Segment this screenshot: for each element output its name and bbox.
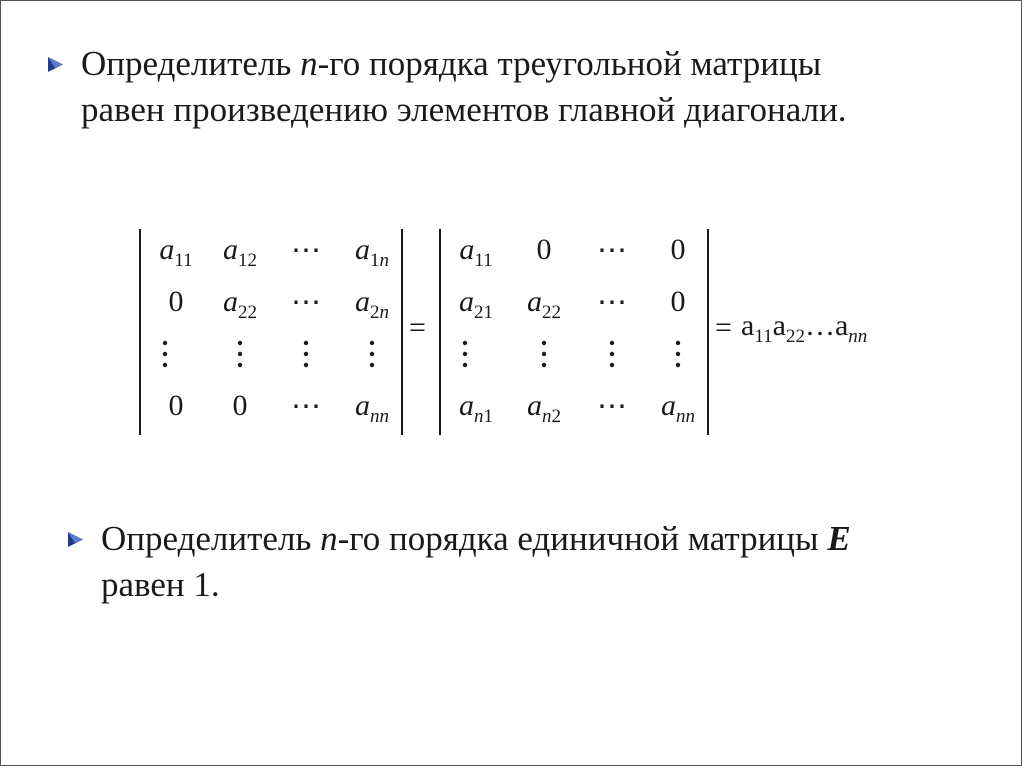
- triangle-bullet-icon: [47, 56, 64, 73]
- upper-matrix-dot: [304, 352, 308, 356]
- upper-matrix-cell-r1c3: ⋯: [291, 234, 321, 267]
- product-ellipsis: …: [804, 309, 835, 342]
- upper-matrix-entry-sub-variable: nn: [370, 406, 389, 427]
- lower-matrix-cell-r1c1: [443, 233, 509, 272]
- bullet-text-start: Определитель: [101, 519, 321, 558]
- lower-matrix-entry-base: a: [527, 285, 542, 318]
- lower-matrix-entry-sub-variable: n: [474, 406, 484, 427]
- product-term: [834, 309, 868, 347]
- lower-matrix-vertical-dots: [443, 337, 509, 373]
- lower-matrix-cell-r4c1: [443, 389, 509, 428]
- upper-matrix-dot: [238, 341, 242, 345]
- triangle-bullet-icon: [67, 531, 84, 548]
- product-term-subscript: [848, 326, 867, 347]
- lower-matrix-entry-subscript: [474, 250, 492, 271]
- lower-matrix-cell-r1c2: 0: [536, 233, 552, 266]
- upper-matrix-cell-r2c1: 0: [168, 285, 184, 318]
- lower-matrix-entry-sub-number: 1: [483, 406, 493, 427]
- lower-matrix-entry-base: a: [527, 389, 542, 422]
- lower-matrix-cell-r2c4: 0: [670, 285, 686, 318]
- lower-matrix-vertical-dots: [579, 337, 645, 373]
- lower-matrix-entry-subscript: [542, 302, 561, 323]
- lower-matrix-entry-sub-number: 2: [551, 406, 561, 427]
- lower-matrix-entry-sub-variable: nn: [676, 406, 695, 427]
- lower-matrix-entry-base: a: [661, 389, 676, 422]
- upper-matrix-entry-base: a: [223, 285, 238, 318]
- upper-matrix-cell-r4c3: ⋯: [291, 390, 321, 423]
- lower-matrix-dot: [610, 363, 614, 367]
- upper-matrix-cell-r4c1: 0: [168, 389, 184, 422]
- lower-matrix-dot: [542, 341, 546, 345]
- upper-matrix-entry-subscript: [174, 250, 192, 271]
- upper-matrix-entry-base: a: [355, 233, 370, 266]
- upper-matrix-entry-sub-number: 11: [174, 250, 193, 271]
- upper-matrix-cell-r1c2: [207, 233, 273, 272]
- upper-matrix-dot: [304, 341, 308, 345]
- lower-matrix-entry-sub-number: 22: [542, 302, 561, 323]
- lower-matrix-cell-r2c1: [443, 285, 509, 324]
- upper-matrix-dot: [163, 341, 167, 345]
- lower-matrix-dot: [463, 352, 467, 356]
- upper-matrix-vertical-dots: [339, 337, 405, 373]
- upper-matrix-entry-subscript: [370, 250, 389, 271]
- lower-matrix-cell-r1c3: ⋯: [597, 234, 627, 267]
- lower-matrix-cell-r4c4: [645, 389, 711, 428]
- lower-matrix-vertical-dots: [645, 337, 711, 373]
- bullet-text-start: Определитель: [81, 44, 301, 83]
- var-n: n: [320, 519, 338, 558]
- upper-matrix-dot: [304, 363, 308, 367]
- bullet-text-middle: -го порядка единичной матрицы: [337, 519, 828, 558]
- upper-matrix-cell-r4c4: [339, 389, 405, 428]
- upper-matrix-dot: [370, 341, 374, 345]
- var-E: E: [827, 519, 851, 558]
- upper-matrix-vertical-dots: [207, 337, 273, 373]
- upper-matrix-dot: [370, 363, 374, 367]
- product-term-sub-variable: nn: [848, 326, 868, 347]
- upper-matrix-cell-r2c4: [339, 285, 405, 324]
- determinant-formula: [137, 229, 927, 439]
- upper-matrix-dot: [163, 352, 167, 356]
- lower-matrix-entry-base: a: [459, 233, 475, 266]
- var-n: n: [300, 44, 318, 83]
- upper-matrix-dot: [163, 363, 167, 367]
- upper-matrix-entry-sub-number: 12: [238, 250, 257, 271]
- lower-matrix-dot: [610, 341, 614, 345]
- upper-matrix-entry-base: a: [355, 389, 370, 422]
- bullet-triangular: [81, 41, 981, 133]
- upper-matrix-entry-sub-number: 1: [370, 250, 380, 271]
- bullet-text-line2: равен 1.: [101, 565, 220, 604]
- upper-matrix-cell-r2c2: [207, 285, 273, 324]
- lower-matrix-cell-r2c2: [511, 285, 577, 324]
- lower-matrix-cell-r2c3: ⋯: [597, 286, 627, 319]
- upper-matrix-dot: [370, 352, 374, 356]
- lower-matrix-entry-sub-number: 21: [474, 302, 493, 323]
- determinant-upper-triangular: [139, 229, 403, 435]
- lower-matrix-entry-subscript: [542, 406, 561, 427]
- product-term-sub-number: 11: [754, 326, 773, 347]
- upper-matrix-entry-sub-number: 2: [370, 302, 380, 323]
- upper-matrix-entry-subscript: [370, 302, 389, 323]
- equals-sign: =: [409, 311, 426, 344]
- upper-matrix-entry-base: a: [159, 233, 175, 266]
- product-term-base: a: [741, 309, 755, 342]
- lower-matrix-entry-base: a: [459, 285, 474, 318]
- upper-matrix-entry-sub-variable: n: [379, 302, 389, 323]
- lower-matrix-entry-sub-number: 11: [474, 250, 493, 271]
- upper-matrix-entry-sub-number: 22: [238, 302, 257, 323]
- product-term-subscript: [754, 326, 772, 347]
- lower-matrix-cell-r4c2: [511, 389, 577, 428]
- bullet-text-line1-end: -го порядка треугольной матрицы: [317, 44, 822, 83]
- product-term: [741, 309, 773, 347]
- lower-matrix-dot: [676, 352, 680, 356]
- upper-matrix-entry-subscript: [370, 406, 389, 427]
- determinant-lower-triangular: [439, 229, 709, 435]
- product-term: [772, 309, 805, 347]
- product-term-sub-number: 22: [785, 326, 805, 347]
- lower-matrix-dot: [610, 352, 614, 356]
- upper-matrix-entry-subscript: [238, 302, 257, 323]
- upper-matrix-entry-subscript: [238, 250, 257, 271]
- bullet-text-line2: равен произведению элементов главной диагонали.: [81, 90, 847, 129]
- lower-matrix-cell-r4c3: ⋯: [597, 390, 627, 423]
- upper-matrix-vertical-dots: [143, 337, 209, 373]
- product-term-base: a: [834, 309, 849, 342]
- equals-sign: =: [715, 311, 732, 344]
- product-term-base: a: [772, 309, 786, 342]
- lower-matrix-dot: [676, 341, 680, 345]
- lower-matrix-dot: [542, 352, 546, 356]
- upper-matrix-vertical-dots: [273, 337, 339, 373]
- lower-matrix-entry-subscript: [676, 406, 695, 427]
- upper-matrix-cell-r1c4: [339, 233, 405, 272]
- lower-matrix-dot: [463, 363, 467, 367]
- lower-matrix-dot: [542, 363, 546, 367]
- lower-matrix-dot: [463, 341, 467, 345]
- lower-matrix-entry-base: a: [459, 389, 474, 422]
- upper-matrix-dot: [238, 352, 242, 356]
- upper-matrix-entry-base: a: [223, 233, 238, 266]
- upper-matrix-entry-base: a: [355, 285, 370, 318]
- upper-matrix-entry-sub-variable: n: [379, 250, 389, 271]
- upper-matrix-cell-r2c3: ⋯: [291, 286, 321, 319]
- bullet-identity: [101, 516, 1001, 608]
- product-term-subscript: [786, 326, 805, 347]
- lower-matrix-entry-sub-variable: n: [542, 406, 552, 427]
- lower-matrix-dot: [676, 363, 680, 367]
- lower-matrix-vertical-dots: [511, 337, 577, 373]
- lower-matrix-cell-r1c4: 0: [670, 233, 686, 266]
- lower-matrix-entry-subscript: [474, 302, 493, 323]
- upper-matrix-dot: [238, 363, 242, 367]
- upper-matrix-cell-r4c2: 0: [232, 389, 248, 422]
- upper-matrix-cell-r1c1: [143, 233, 209, 272]
- product-of-diagonal: [741, 309, 867, 348]
- lower-matrix-entry-subscript: [474, 406, 493, 427]
